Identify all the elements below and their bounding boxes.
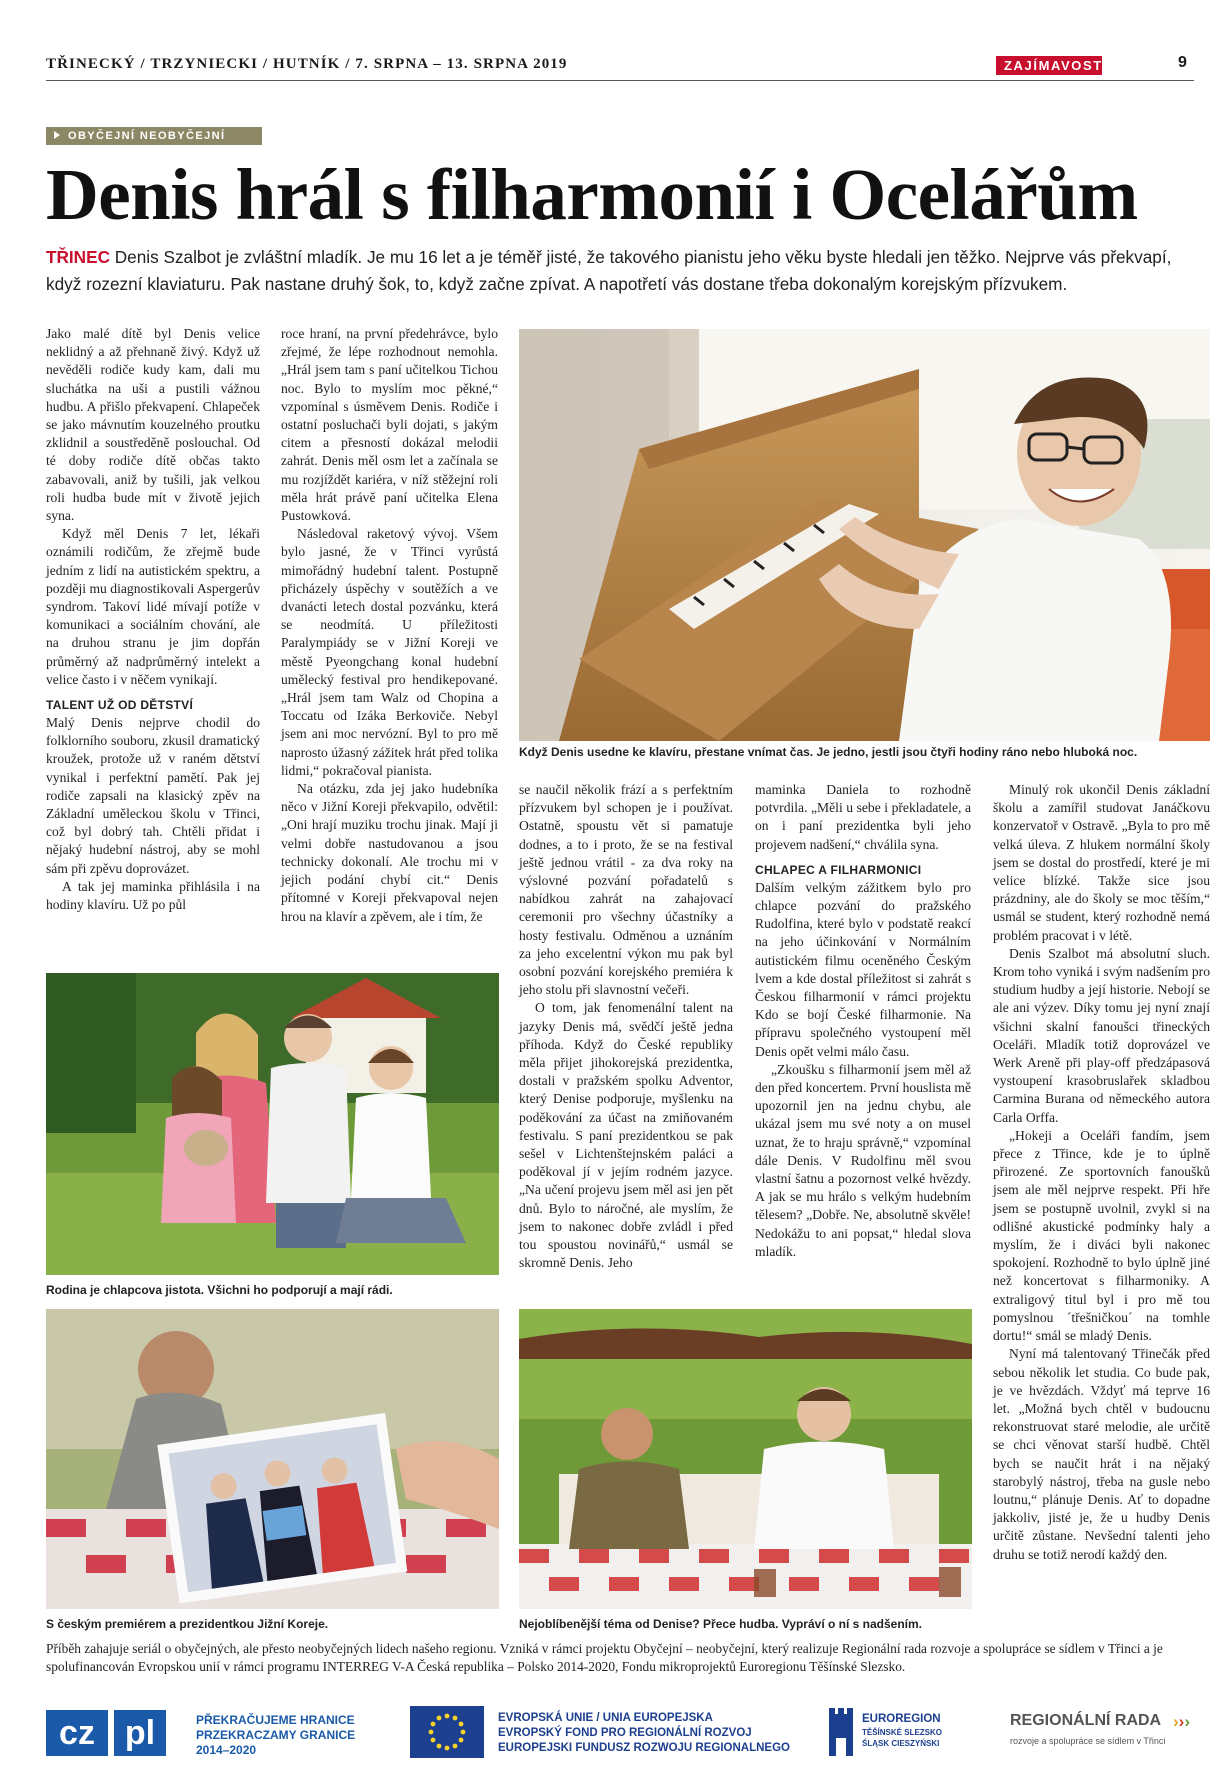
eu-line-2: EVROPSKÝ FOND PRO REGIONÁLNÍ ROZVOJ — [498, 1727, 752, 1739]
euroregion-line-1: EUROREGION — [862, 1713, 941, 1725]
paragraph: roce hraní, na první předehrávce, bylo zřejmé, že lépe rozhodnout nemohla. „Hrál jsem tam s paní učitelkou Tichou noc. Bylo to myslím moc pěkné,“ vzpomínal s úsměvem Denis. Rodiče i ostatní posluchači byli dojati, s jakým citem a přesností dokázal melodii zahrát. Denis měl osm let a začínala se mu rozjíždět kariéra, v níž stěžejní roli měla hrát právě paní učitelka Elena Pustowková. — [281, 326, 498, 524]
photo-talk — [519, 1309, 972, 1609]
lead-place: TŘINEC — [46, 247, 110, 267]
czpl-line-2: PRZEKRACZAMY GRANICE — [196, 1728, 356, 1742]
czpl-line-3: 2014–2020 — [196, 1743, 257, 1757]
photo-president — [46, 1309, 499, 1609]
photo-family — [46, 973, 499, 1275]
rr-subtitle: rozvoje a spolupráce se sídlem v Třinci — [1010, 1736, 1166, 1746]
article-column-4 — [755, 781, 971, 1261]
photo-piano — [519, 329, 1210, 741]
piano-photo-illustration — [519, 329, 1210, 741]
footer-note: Příběh zahajuje seriál o obyčejných, ale přesto neobyčejných lidech našeho regionu. Vzniká v rámci projektu Obyčejní – neobyčejní, který realizuje Regionální rada rozvoje a spolupráce se sídlem v Třinci a je spolufinancován Evropskou unií v rámci programu INTERREG V-A Česká republika – Polsko 2014-2020, Fondu mikroprojektů Euroregionu Těšínské Slezsko. — [46, 1641, 1163, 1674]
czpl-cz-mark: cz — [46, 1710, 108, 1756]
paragraph: maminka Daniela to rozhodně potvrdila. „Měli u sebe i překladatele, a on i paní prezidentka byli jeho projevem nadšení,“ chválila syna. — [755, 782, 971, 852]
tower-icon — [826, 1708, 856, 1756]
euroregion-line-3: ŚLĄSK CIESZYŃSKI — [862, 1739, 940, 1748]
paragraph: „Zkoušku s filharmonií jsem měl až den před koncertem. První houslista mě upozornil jen na jednu chybu, ale ukázal jsem mu své noty a on musel uznat, že to hraju správně,“ vzpomínal dále Denis. V Rudolfinu měl svou vlastní šatnu a pozornost velké hvězdy. A jak se mu hrálo s velkým hudebním tělesem? „Dobře. Ne, absolutně skvěle! Nedokážu to ani popsat,“ hledal slova mladík. — [755, 1061, 971, 1259]
lead-paragraph — [46, 244, 1196, 298]
article-column-1 — [46, 325, 260, 914]
paragraph: Na otázku, zda jej jako hudebníka něco v Jižní Koreji překvapilo, odvětil: „Oni hrají muziku trochu jinak. Mají ji velmi dobře nastudovanou a jsou technicky dokonalí. Ale trochu mi v jejich podání chybí cit.“ Denis přítomné v Koreji překvapoval nejen hrou na klavír a zpěvem, ale i tím, že — [281, 781, 498, 924]
paragraph: Minulý rok ukončil Denis základní školu a zamířil studovat Janáčkovu konzervatoř v Ostravě. „Byla to pro mě velká úleva. Z hlukem normální školy jsem se dostal do prostředí, které je mi velice blízké. Takže sice jsou prázdniny, ale do školy se moc těším,“ usmál se student, který rozhodně nemá problém pracovat i v létě. — [993, 782, 1210, 943]
headline: Denis hrál s filharmonií i Ocelářům — [46, 154, 1138, 235]
eu-flag-icon — [410, 1706, 484, 1758]
caption-piano: Když Denis usedne ke klavíru, přestane vnímat čas. Je jedno, jestli jsou čtyři hodiny ráno nebo hluboká noc. — [519, 745, 1138, 759]
caption-family: Rodina je chlapcova jistota. Všichni ho podporují a mají rádi. — [46, 1283, 393, 1297]
czpl-line-1: PŘEKRAČUJEME HRANICE — [196, 1713, 355, 1727]
subheading: CHLAPEC A FILHARMONICI — [755, 862, 922, 877]
czpl-pl-mark: pl — [114, 1710, 166, 1756]
kicker — [46, 127, 262, 145]
president-photo-illustration — [46, 1309, 499, 1609]
talk-photo-illustration — [519, 1309, 972, 1609]
triangle-icon — [54, 131, 60, 139]
eu-line-3: EUROPEJSKI FUNDUSZ ROZWOJU REGIONALNEGO — [498, 1742, 790, 1754]
caption-talk: Nejoblíbenější téma od Denise? Přece hudba. Vypráví o ní s nadšením. — [519, 1617, 923, 1631]
masthead-rule — [46, 80, 1194, 81]
paragraph: Nyní má talentovaný Třinečák před sebou několik let studia. Co bude pak, je ve hvězdách. Vždyť má teprve 16 let. „Možná bych chtěl v budoucnu rekonstruovat staré melodie, ale určitě se chci věnovat starší hudbě. Chtěl bych se naučit hrát i na nějaký starobylý nástroj, třeba na gusle nebo loutnu,“ plánuje Denis. Ať to dopadne jakkoliv, jisté je, že u hudby Denis určitě zůstane. Nevšední talenti jeho druhu se totiž nerodí každý den. — [993, 1346, 1210, 1562]
chevrons-icon: ››› — [1173, 1712, 1191, 1731]
eu-line-1: EVROPSKÁ UNIE / UNIA EUROPEJSKA — [498, 1712, 713, 1724]
masthead: TŘINECKÝ / TRZYNIECKI / HUTNÍK / 7. SRPNA – 13. SRPNA 2019 — [46, 56, 568, 72]
paragraph: Když měl Denis 7 let, lékaři oznámili rodičům, že zřejmě bude jedním z lidí na autistickém spektru, a později mu diagnostikovali Aspergerův syndrom. Takoví lidé mívají potíže v komunikaci a sociálním chování, ale na druhou stranu je jim dopřán průměrný až nadprůměrný intelekt a velice často i v něčem vynikají. — [46, 526, 260, 687]
eu-logo — [410, 1706, 830, 1760]
paragraph: Malý Denis nejprve chodil do folklorního souboru, zkusil dramatický kroužek, protože už v raném dětství vynikal i perfektní pamětí. Pak jej rodiče zapsali na klasický zpěv na Základní uměleckou školu v Třinci, což byl dobrý tah. Chtěli přidat i nějaký hudební nástroj, aby se mohl sám při zpěvu doprovázet. — [46, 715, 260, 876]
paragraph: Denis Szalbot má absolutní sluch. Krom toho vyniká i svým nadšením pro studium hudby a její historie. Nebojí se ale ani výzev. Díky tomu jej nyní znají všichni skalní fanoušci třineckých Oceláři. Mladík totiž doprovázel ve Werk Areně při play-off předzápasová vystoupení krasobruslařek skladbou Carmina Burana od německého autora Carla Orffa. — [993, 945, 1210, 1125]
czpl-logo — [46, 1706, 366, 1760]
paragraph: Následoval raketový vývoj. Všem bylo jasné, že v Třinci vyrůstá mimořádný hudební talent. Postupně přicházely úspěchy v soutěžích a ve dvanácti letech dostal pozvánku, která se neodmítá. U příležitosti Paralympiády se v Jižní Koreji ve městě Pyeongchang konal hudební umělecký festival pro hendikepované. „Hrál jsem tam Walz od Chopina a Toccatu od Izáka Berkoviče. Nebyl jsem ani moc nervózní. Byl to pro mě naprosto úžasný zážitek hrát před tolika lidmi,“ pokračoval pianista. — [281, 526, 498, 778]
subheading: TALENT UŽ OD DĚTSTVÍ — [46, 698, 194, 713]
paragraph: se naučil několik frází a s perfektním přízvukem byl schopen je i používat. Ostatně, spoustu vět si pamatuje dodnes, a to i proto, že se na festival ještě jednou vrátil - za dva roky na výslovné pozvání pořadatelů s nabídkou zahrát na zahajovací ceremonii pro všechny účastníky a hosty festivalu. Odměnou a uznáním za jeho excelentní výkon mu pak byl osobní pozvání korejského premiéra k jeho stolu při slavnostní večeři. — [519, 782, 733, 998]
paragraph: Jako malé dítě byl Denis velice neklidný a až přehnaně živý. Když už nevěděli rodiče kudy kam, dali mu sluchátka na uši a pustili vážnou hudbu. A přišlo překvapení. Chlapeček se jako mávnutím kouzelného proutku zklidnil a soustředěně poslouchal. Od té doby rodiče dítě občas takto zabavovali, aniž by tušili, jak velkou roli hudba bude mít v životě jejich syna. — [46, 326, 260, 524]
section-tag: ZAJÍMAVOSTI — [996, 56, 1102, 75]
caption-president: S českým premiérem a prezidentkou Jižní Koreje. — [46, 1617, 329, 1631]
paragraph: „Hokeji a Oceláři fandím, jsem přece z Třince, kde je to úplně přirozené. Ze sportovních fanoušků jsem ale měl nejprve respekt. Při hře jsem se postupně uvolnil, zvykl si na odlišné akustické podmínky haly a myslím, že i diváci byli nakonec spokojení. Rozhodně to bylo úplně jiné než koncertovat s filharmoniky. A extraligový titul byl i pro mě tou pomyslnou ´třešničkou´ na tomhle dortu!“ smál se mladý Denis. — [993, 1127, 1210, 1344]
paragraph: Dalším velkým zážitkem bylo pro chlapce pozvání do pražského Rudolfina, které bylo v podstatě reakcí na jeho účinkování v Normálním autistickém filmu oceněného Českým lvem a kde dostal příležitost si zahrát s Českou filharmonií v rámci projektu Kdo se bojí České filharmonie. Na přípravu společného vystoupení měl Denis opět velmi málo času. — [755, 879, 971, 1059]
article-column-3 — [519, 781, 733, 1272]
lead-text: Denis Szalbot je zvláštní mladík. Je mu 16 let a je téměř jisté, že takového pianistu jeho věku byste hledali jen těžko. Nejprve vás překvapí, když rozezní klaviaturu. Pak nastane druhý šok, to, když začne zpívat. A napotřetí vás dostane třeba dokonalým korejským přízvukem. — [46, 247, 1172, 294]
kicker-label: OBYČEJNÍ NEOBYČEJNÍ — [68, 130, 226, 142]
article-column-2 — [281, 325, 498, 926]
family-photo-illustration — [46, 973, 499, 1275]
euroregion-logo — [826, 1706, 976, 1760]
paragraph: O tom, jak fenomenální talent na jazyky Denis má, svědčí ještě jedna příhoda. Když do České republiky měla přijet jihokorejská prezidentka, dostali v pražském spolku Adventor, který Denise podporuje, myšlenku na poděkování za účast na zmiňovaném festivalu. S paní prezidentkou se pak sešel v Lichtenštejnském paláci a poděkoval jí v jejím rodném jazyce. „Na učení projevu jsem měl asi jen pět dnů. Bylo to náročné, ale myslím, že jsem to nakonec dobře zvládl i před tou spoustou novinářů,“ usmál se skromně Denis. Jeho — [519, 1000, 733, 1271]
rr-name: REGIONÁLNÍ RADA — [1010, 1712, 1162, 1729]
regionalni-rada-logo — [1010, 1710, 1210, 1760]
article-column-5 — [993, 781, 1210, 1564]
euroregion-line-2: TĚŠÍNSKÉ SLEZSKO — [862, 1728, 943, 1737]
paragraph: A tak jej maminka přihlásila i na hodiny klavíru. Už po půl — [46, 878, 260, 913]
page-number: 9 — [1178, 54, 1187, 71]
